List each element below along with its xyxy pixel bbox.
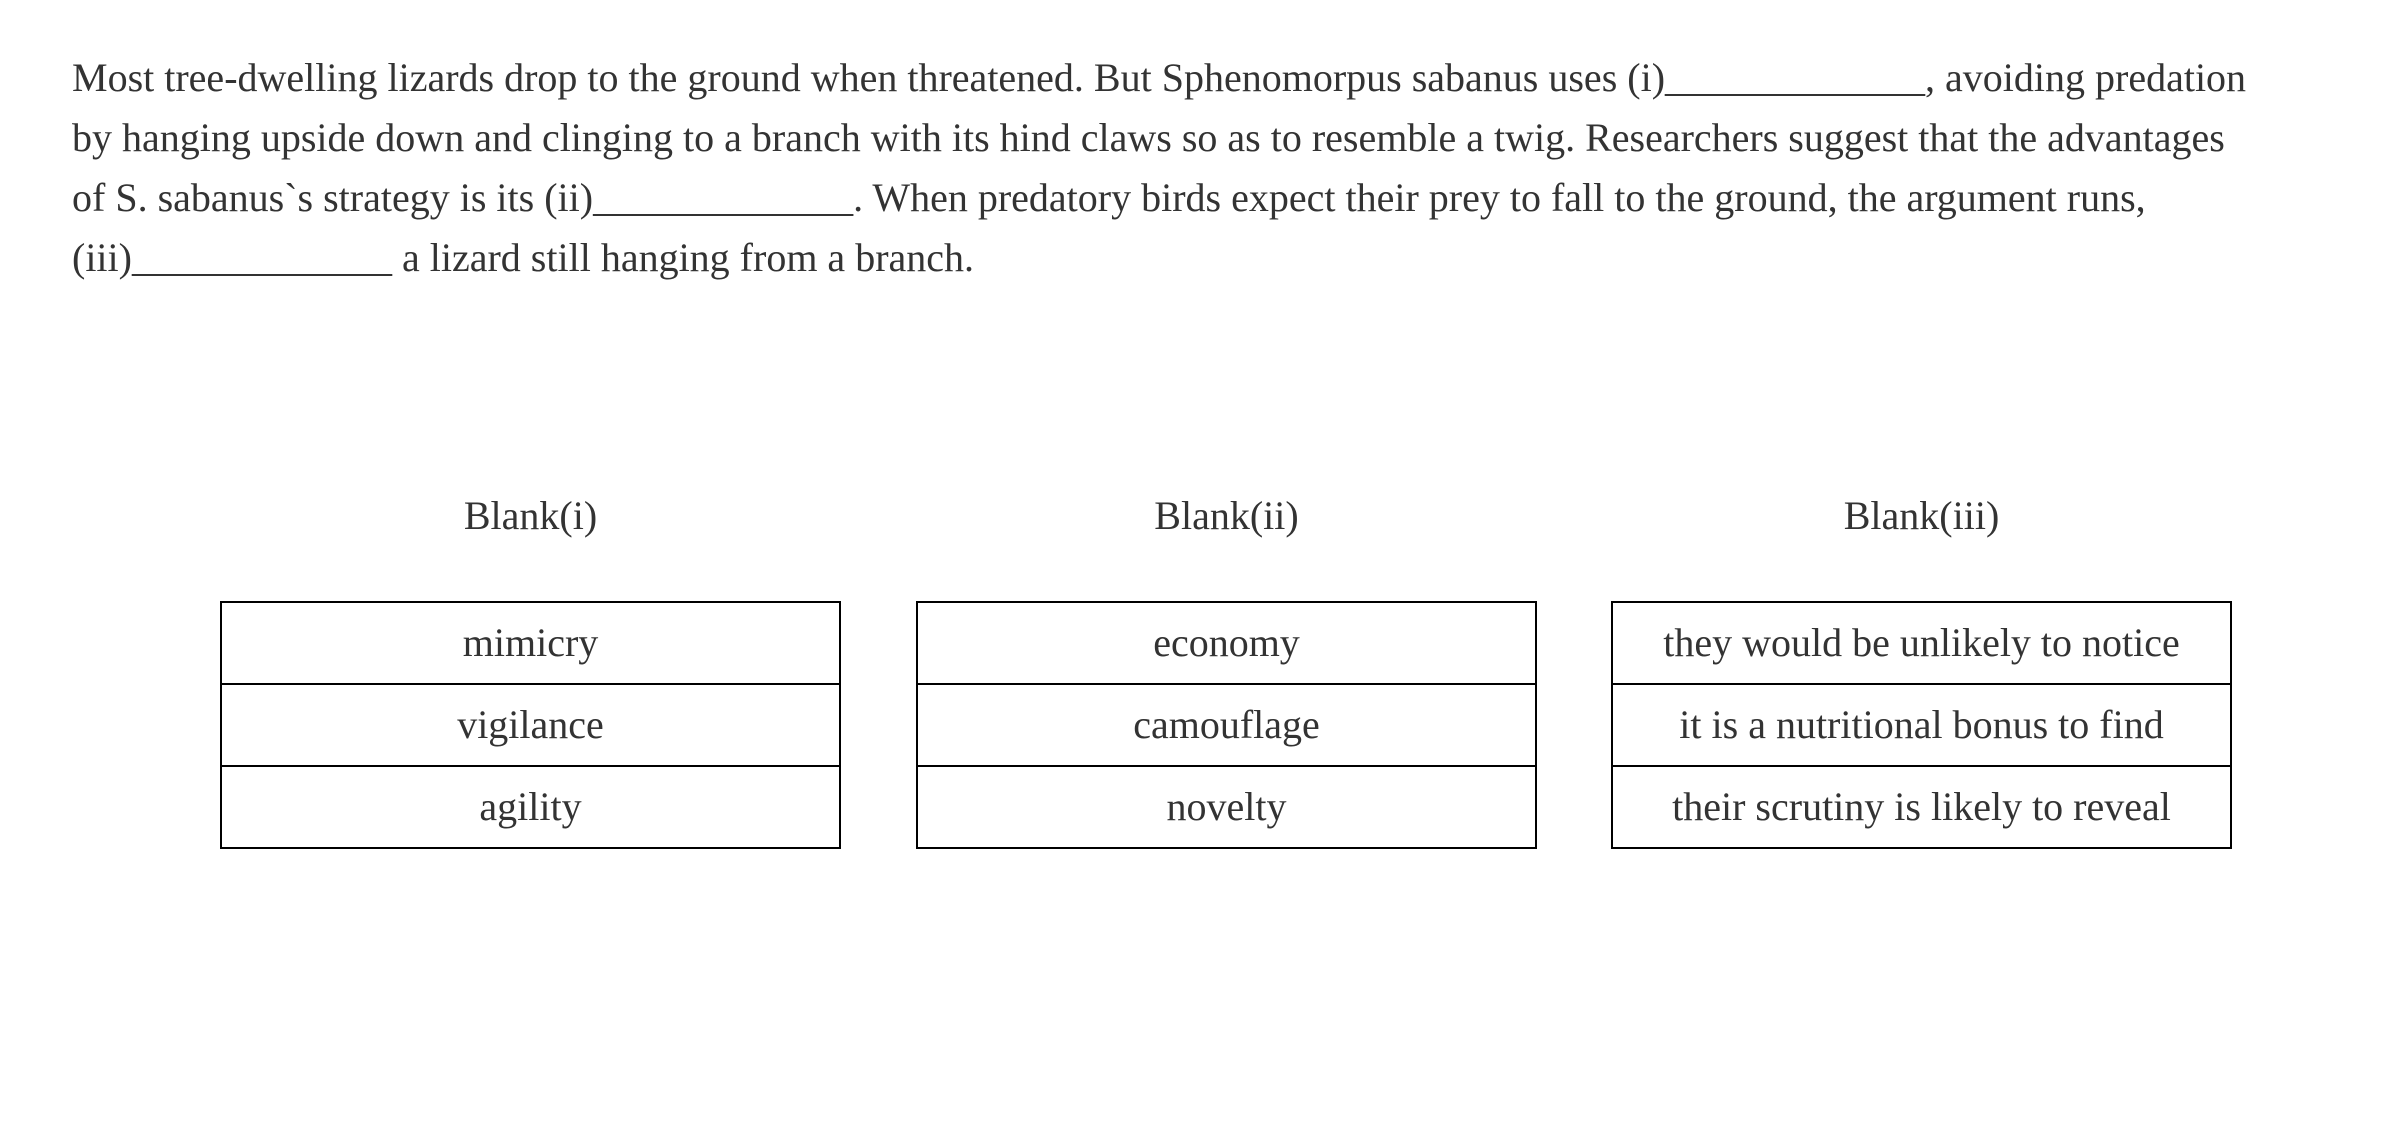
passage-line-3 xyxy=(72,168,2372,228)
blank-iii-placeholder: _____________ xyxy=(131,235,392,280)
blank-i-options xyxy=(220,601,841,849)
blank-ii-label: Blank(ii) xyxy=(1154,493,1299,538)
blank-ii-option-economy[interactable]: economy xyxy=(1153,620,1300,665)
passage-text: Most tree-dwelling lizards drop to the ground when threatened. But Sphenomorpus sabanus uses (i) xyxy=(72,55,1666,100)
passage-line-2 xyxy=(72,108,2372,168)
blank-iii-option-nutritional-bonus[interactable]: it is a nutritional bonus to find xyxy=(1613,683,2230,765)
passage-text: a lizard still hanging from a branch. xyxy=(391,235,975,280)
passage-text: . When predatory birds expect their prey to fall to the ground, the argument runs, xyxy=(853,175,2146,220)
passage-text: of S. sabanus`s strategy is its (ii) xyxy=(72,175,594,220)
blank-iii-label: Blank(iii) xyxy=(1843,493,2000,538)
passage-text: , avoiding predation xyxy=(1925,55,2247,100)
blank-ii-placeholder: _____________ xyxy=(593,175,854,220)
blank-ii-options xyxy=(916,601,1537,849)
passage-line-1 xyxy=(72,48,2372,108)
blank-labels xyxy=(0,486,2385,546)
passage-text: (iii) xyxy=(72,235,132,280)
blank-iii-options xyxy=(1611,601,2232,849)
blank-ii-option-camouflage[interactable]: camouflage xyxy=(918,683,1535,765)
question-passage xyxy=(72,48,2372,288)
blank-iii-option-scrutiny-reveal[interactable]: their scrutiny is likely to reveal xyxy=(1613,765,2230,847)
blank-i-label: Blank(i) xyxy=(463,493,598,538)
passage-text: by hanging upside down and clinging to a branch with its hind claws so as to resemble a twig. Researchers suggest that the advantages xyxy=(72,115,2225,160)
blank-i-placeholder: _____________ xyxy=(1665,55,1926,100)
blank-i-option-vigilance[interactable]: vigilance xyxy=(222,683,839,765)
blank-i-option-mimicry[interactable]: mimicry xyxy=(462,620,599,665)
blank-iii-option-unlikely-to-notice[interactable]: they would be unlikely to notice xyxy=(1663,620,2180,665)
passage-line-4 xyxy=(72,228,2372,288)
blank-i-option-agility[interactable]: agility xyxy=(222,765,839,847)
blank-ii-option-novelty[interactable]: novelty xyxy=(918,765,1535,847)
